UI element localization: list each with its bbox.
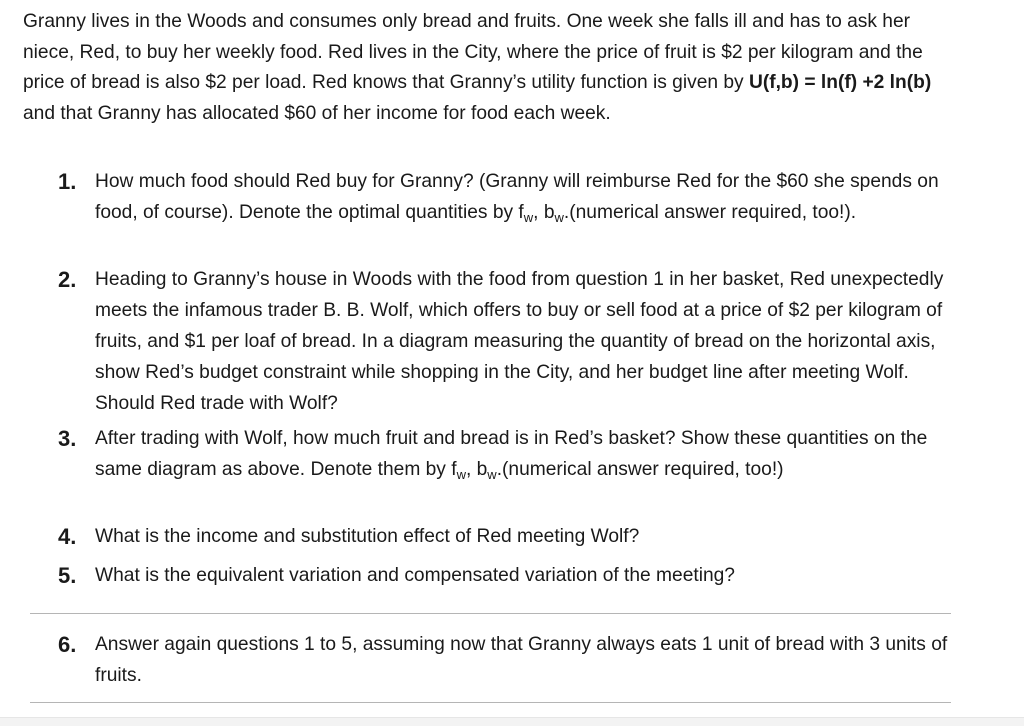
intro-paragraph <box>23 7 963 130</box>
question-1 <box>58 166 958 228</box>
question-5 <box>58 560 958 591</box>
question-text-part: How much food should Red buy for Granny? (Granny will reimburse Red for the $60 she spends on food, of course). Denote the optimal quantities by f <box>95 171 939 223</box>
question-4 <box>58 521 958 552</box>
question-text: Heading to Granny’s house in Woods with the food from question 1 in her basket, Red unexpectedly meets the infamous trader B. B. Wolf, which offers to buy or sell food at a price of $2 per kilogram of fruits, and $1 per loaf of bread. In a diagram measuring the quantity of bread on the horizontal axis, show Red’s budget constraint while shopping in the City, and her budget line after meeting Wolf. Should Red trade with Wolf? <box>95 269 944 414</box>
question-number: 4. <box>58 524 77 549</box>
utility-formula: U(f,b) = ln(f) +2 ln(b) <box>748 72 932 94</box>
section-divider <box>30 702 951 703</box>
intro-text-2: and that Granny has allocated $60 of her income for food each week. <box>23 103 611 125</box>
question-text-part: , b <box>465 459 488 480</box>
subscript-w: w <box>554 210 564 225</box>
question-2 <box>58 264 958 419</box>
question-text <box>95 166 958 228</box>
question-number: 3. <box>58 426 77 451</box>
question-number: 6. <box>58 632 77 657</box>
question-text <box>95 423 958 485</box>
question-text: What is the income and substitution effect of Red meeting Wolf? <box>95 526 640 547</box>
subscript-w: w <box>456 467 466 482</box>
question-number: 2. <box>58 267 77 292</box>
question-text-part: .(numerical answer required, too!) <box>496 459 784 480</box>
question-text: Answer again questions 1 to 5, assuming now that Granny always eats 1 unit of bread with 3 units of fruits. <box>95 634 948 686</box>
question-text-part: , b <box>533 202 555 223</box>
question-text-part: .(numerical answer required, too!). <box>563 202 857 223</box>
section-divider <box>30 613 951 614</box>
question-number: 1. <box>58 169 77 194</box>
question-6 <box>58 629 958 691</box>
subscript-w: w <box>487 467 497 482</box>
subscript-w: w <box>523 210 534 225</box>
intro-text-1: Granny lives in the Woods and consumes only bread and fruits. One week she falls ill and has to ask her niece, Red, to buy her weekly food. Red lives in the City, where the price of fruit is $2 per kilogram and the price of bread is also $2 per load. Red knows that Granny’s utility function is given by <box>23 11 923 94</box>
question-text-part: After trading with Wolf, how much fruit and bread is in Red’s basket? Show these quantities on the same diagram as above. Denote them by f <box>95 428 928 480</box>
question-text: What is the equivalent variation and compensated variation of the meeting? <box>95 565 735 586</box>
question-number: 5. <box>58 563 77 588</box>
question-3 <box>58 423 958 485</box>
